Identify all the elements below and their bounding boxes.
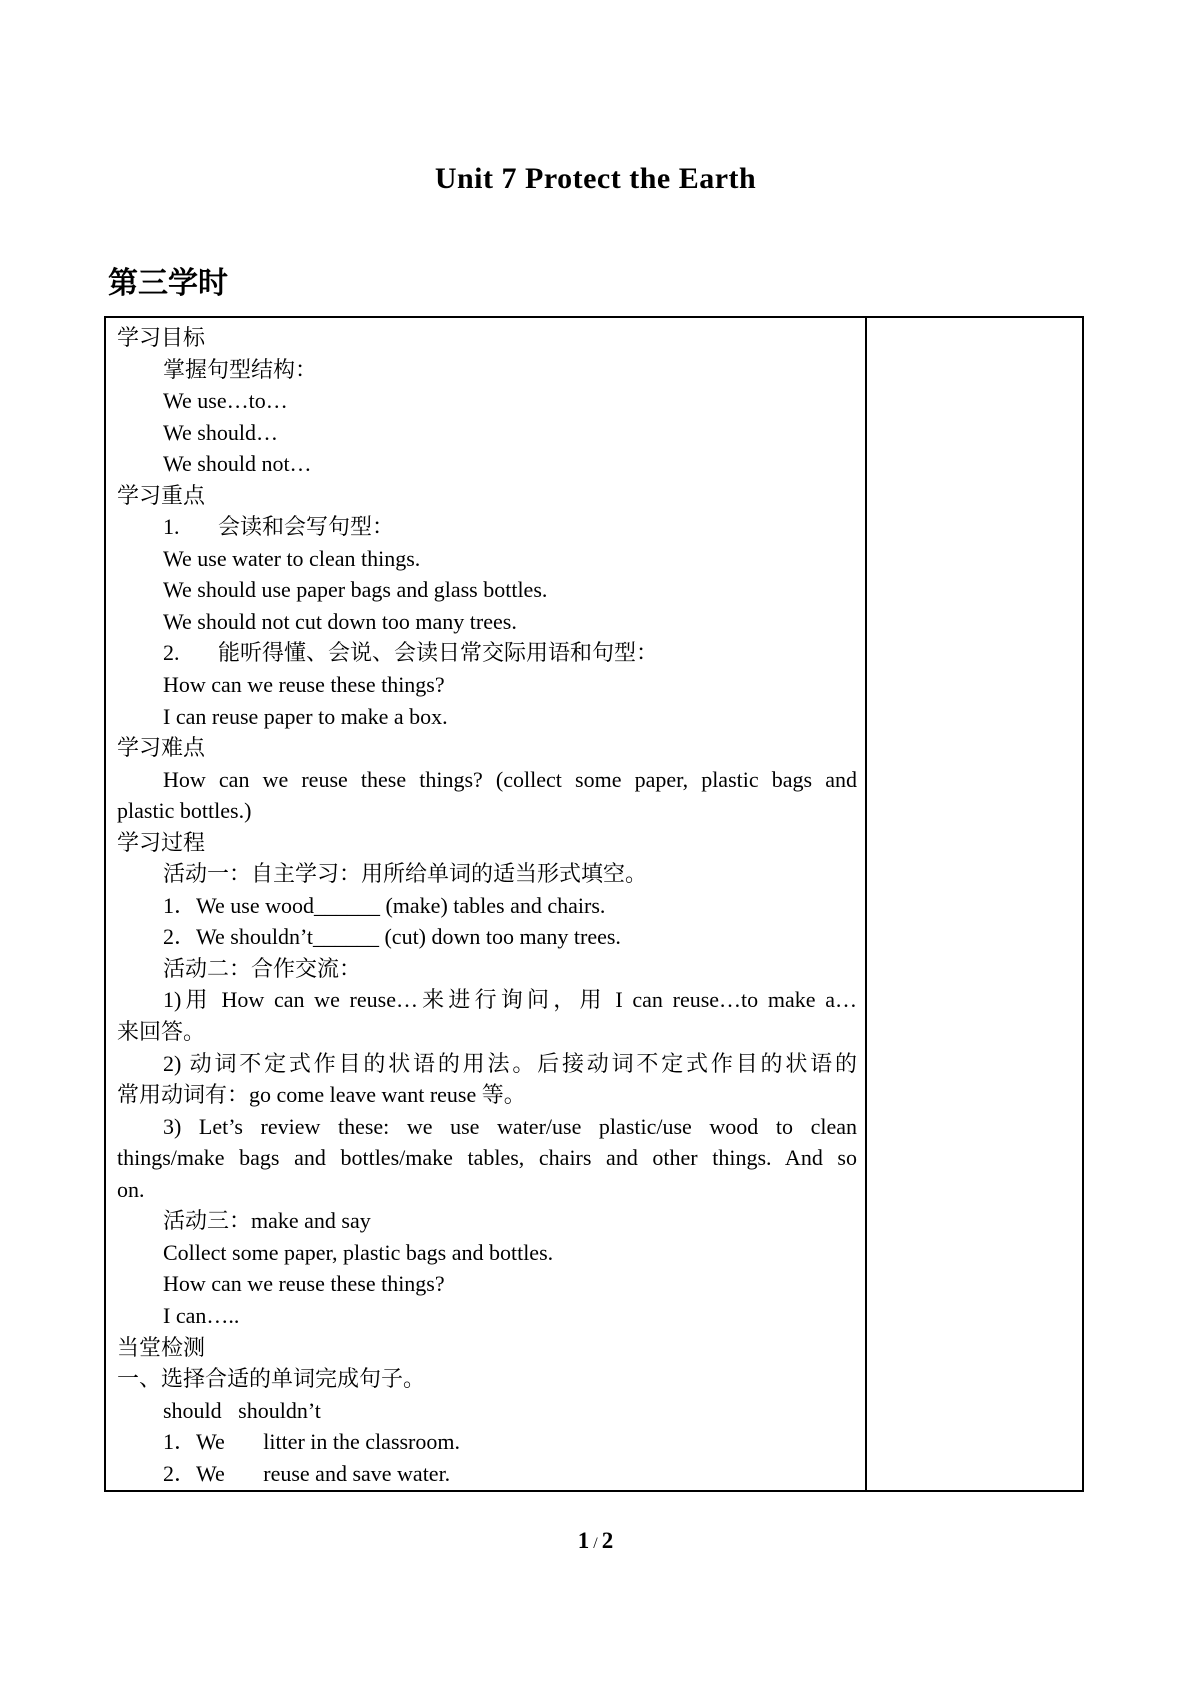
text-line: on. — [117, 1176, 145, 1202]
text-line: We use water to clean things. — [163, 545, 421, 571]
table-content-cell — [106, 318, 867, 1490]
text-line: 学习过程 — [117, 829, 206, 855]
text-line: 1．We use wood______ (make) tables and chairs. — [163, 892, 606, 918]
text-line: We should not… — [163, 451, 312, 477]
text-line: 活动三：make and say — [163, 1208, 371, 1234]
current-page-number: 1 — [577, 1528, 590, 1553]
lesson-plan-table — [104, 316, 1084, 1492]
total-page-number: 2 — [601, 1528, 614, 1553]
page-number-separator: / — [593, 1535, 598, 1552]
text-line: 2. 能听得懂、会说、会读日常交际用语和句型： — [163, 640, 659, 666]
text-line: 2．We shouldn’t______ (cut) down too many trees. — [163, 924, 621, 950]
text-line: 3) Let’s review these: we use water/use plastic/use wood to clean — [163, 1113, 857, 1139]
text-line: How can we reuse these things? — [163, 1271, 445, 1297]
text-line: 1)用 How can we reuse…来进行询问，用 I can reuse…to make a… — [163, 987, 857, 1013]
text-line: 常用动词有：go come leave want reuse 等。 — [117, 1082, 526, 1108]
text-line: things/make bags and bottles/make tables, chairs and other things. And so — [117, 1145, 857, 1171]
text-line: We use…to… — [163, 388, 288, 414]
text-line: Collect some paper, plastic bags and bottles. — [163, 1239, 554, 1265]
text-line: 掌握句型结构： — [163, 356, 318, 382]
table-notes-cell — [867, 318, 1082, 1490]
text-line: 学习难点 — [117, 735, 206, 761]
text-line: I can reuse paper to make a box. — [163, 703, 448, 729]
text-line: 学习目标 — [117, 325, 206, 350]
text-line: should shouldn’t — [163, 1397, 321, 1423]
text-line: How can we reuse these things? — [163, 672, 445, 698]
text-line: 1．We litter in the classroom. — [163, 1429, 461, 1455]
text-line: 来回答。 — [117, 1019, 206, 1045]
text-line: I can….. — [163, 1302, 240, 1328]
text-line: 学习重点 — [117, 482, 206, 508]
page-number-footer — [0, 1528, 1191, 1554]
section-heading: 第三学时 — [108, 267, 228, 300]
text-line: 2．We reuse and save water. — [163, 1460, 451, 1486]
text-line: plastic bottles.) — [117, 798, 252, 824]
text-line: We should not cut down too many trees. — [163, 608, 517, 634]
text-line: 1. 会读和会写句型： — [163, 514, 395, 540]
text-line: 一、选择合适的单词完成句子。 — [117, 1366, 426, 1392]
text-line: 2) 动词不定式作目的状语的用法。后接动词不定式作目的状语的 — [163, 1050, 857, 1076]
page-title: Unit 7 Protect the Earth — [434, 162, 757, 195]
text-line: 活动二：合作交流： — [163, 955, 362, 981]
text-line: How can we reuse these things? (collect some paper, plastic bags and — [163, 766, 857, 792]
text-line: We should… — [163, 419, 278, 445]
text-line: 当堂检测 — [117, 1334, 206, 1360]
text-line: 活动一：自主学习：用所给单词的适当形式填空。 — [163, 861, 648, 887]
text-line: We should use paper bags and glass bottles. — [163, 577, 548, 603]
